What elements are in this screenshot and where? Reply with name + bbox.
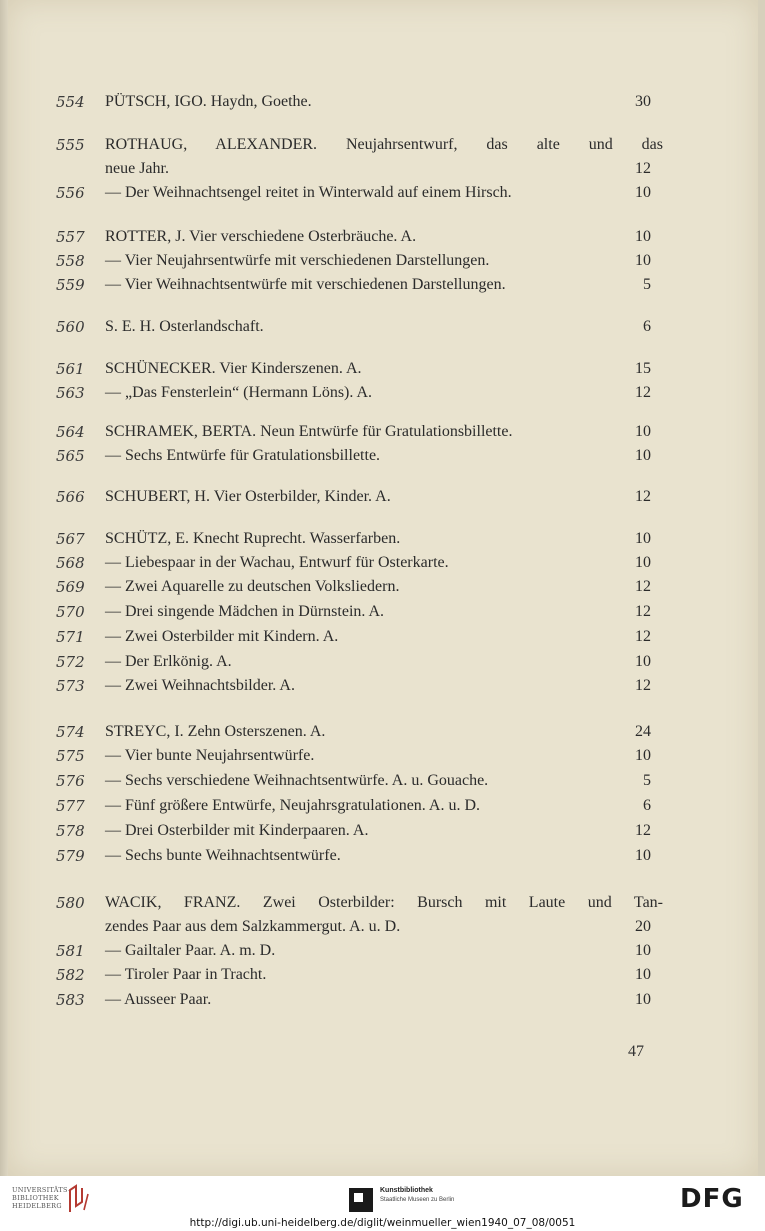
lot-number: 564	[56, 423, 85, 441]
lot-price: 24	[635, 723, 651, 740]
lot-description: — Vier bunte Neujahrsentwürfe.	[105, 747, 315, 764]
lot-description: WACIK, FRANZ. Zwei Osterbilder: Bursch mit Laute und Tan-	[105, 894, 663, 911]
lot-number: 572	[56, 653, 85, 671]
lot-number: 568	[56, 554, 85, 572]
lot-description: — Ausseer Paar.	[105, 991, 212, 1008]
lot-description: — Fünf größere Entwürfe, Neujahrsgratulationen. A. u. D.	[105, 797, 481, 814]
lot-number: 567	[56, 530, 85, 548]
catalog-entry	[0, 769, 765, 793]
catalog-entry	[0, 551, 765, 575]
catalog-entry	[0, 575, 765, 599]
lot-number: 563	[56, 384, 85, 402]
lot-price: 12	[635, 677, 651, 694]
page-number: 47	[628, 1043, 644, 1060]
lot-description: — Drei singende Mädchen in Dürnstein. A.	[105, 603, 385, 620]
lot-description: ROTTER, J. Vier verschiedene Osterbräuche. A.	[105, 228, 417, 245]
lot-price: 10	[635, 184, 651, 201]
lot-number: 573	[56, 677, 85, 695]
kunstbibliothek-logo-icon	[349, 1188, 373, 1212]
catalog-entry	[0, 988, 765, 1012]
lot-description: SCHUBERT, H. Vier Osterbilder, Kinder. A.	[105, 488, 391, 505]
catalog-entry	[0, 891, 765, 935]
lot-description: — Vier Neujahrsentwürfe mit verschiedenen Darstellungen.	[105, 252, 490, 269]
lot-description: — Zwei Weihnachtsbilder. A.	[105, 677, 295, 694]
catalog-entry	[0, 844, 765, 868]
lot-price: 12	[635, 578, 651, 595]
lot-description: — Der Weihnachtsengel reitet in Winterwald auf einem Hirsch.	[105, 184, 512, 201]
lot-price: 10	[635, 530, 651, 547]
lot-description: — Zwei Aquarelle zu deutschen Volksliedern.	[105, 578, 400, 595]
dfg-logo: DFG	[680, 1184, 744, 1214]
lot-price: 12	[635, 822, 651, 839]
lot-number: 565	[56, 447, 85, 465]
catalog-entry	[0, 485, 765, 509]
lot-price: 6	[643, 797, 651, 814]
lot-number: 578	[56, 822, 85, 840]
catalog-entry	[0, 249, 765, 273]
lot-number: 579	[56, 847, 85, 865]
lot-price: 10	[635, 991, 651, 1008]
lot-number: 554	[56, 93, 85, 111]
lot-price: 5	[643, 772, 651, 789]
lot-price: 5	[643, 276, 651, 293]
catalog-entry	[0, 963, 765, 987]
catalog-entry	[0, 939, 765, 963]
lot-price: 12	[635, 160, 651, 177]
lot-price: 10	[635, 423, 651, 440]
lot-price: 10	[635, 554, 651, 571]
catalog-entry	[0, 720, 765, 744]
lot-price: 12	[635, 384, 651, 401]
lot-number: 582	[56, 966, 85, 984]
lot-number: 559	[56, 276, 85, 294]
lot-description: — Zwei Osterbilder mit Kindern. A.	[105, 628, 339, 645]
lot-description-continued: neue Jahr.	[105, 160, 169, 177]
lot-description: — Sechs bunte Weihnachtsentwürfe.	[105, 847, 341, 864]
catalog-entry	[0, 744, 765, 768]
catalog-entry	[0, 527, 765, 551]
kunstbibliothek-title: Kunstbibliothek	[380, 1187, 433, 1194]
lot-price: 10	[635, 747, 651, 764]
lot-number: 576	[56, 772, 85, 790]
lot-description: — „Das Fensterlein“ (Hermann Löns). A.	[105, 384, 373, 401]
lot-number: 558	[56, 252, 85, 270]
lot-number: 570	[56, 603, 85, 621]
lot-number: 566	[56, 488, 85, 506]
catalog-entry	[0, 444, 765, 468]
lot-price: 10	[635, 942, 651, 959]
catalog-entry	[0, 650, 765, 674]
lot-price: 20	[635, 918, 651, 935]
university-line-2: BIBLIOTHEK	[12, 1194, 59, 1202]
lot-price: 12	[635, 628, 651, 645]
lot-description: SCHRAMEK, BERTA. Neun Entwürfe für Gratulationsbillette.	[105, 423, 513, 440]
catalog-entry	[0, 625, 765, 649]
lot-description: — Tiroler Paar in Tracht.	[105, 966, 267, 983]
lot-number: 574	[56, 723, 85, 741]
catalog-entry	[0, 794, 765, 818]
lot-description: — Drei Osterbilder mit Kinderpaaren. A.	[105, 822, 369, 839]
lot-number: 556	[56, 184, 85, 202]
catalog-entry	[0, 273, 765, 297]
catalog-entry	[0, 315, 765, 339]
source-url[interactable]: http://digi.ub.uni-heidelberg.de/diglit/weinmueller_wien1940_07_08/0051	[189, 1217, 576, 1229]
lot-price: 12	[635, 603, 651, 620]
lot-number: 577	[56, 797, 85, 815]
footer-bar	[0, 1176, 765, 1216]
lot-number: 557	[56, 228, 85, 246]
lot-description: STREYC, I. Zehn Osterszenen. A.	[105, 723, 326, 740]
lot-description: PÜTSCH, IGO. Haydn, Goethe.	[105, 93, 312, 110]
university-line-3: HEIDELBERG	[12, 1202, 62, 1210]
lot-number: 580	[56, 894, 85, 912]
lot-number: 555	[56, 136, 85, 154]
university-library-label	[12, 1186, 71, 1210]
catalog-entry	[0, 90, 765, 114]
lot-price: 10	[635, 252, 651, 269]
lot-price: 12	[635, 488, 651, 505]
lot-number: 583	[56, 991, 85, 1009]
catalog-entry	[0, 819, 765, 843]
catalog-entry	[0, 225, 765, 249]
lot-price: 15	[635, 360, 651, 377]
lot-number: 571	[56, 628, 85, 646]
lot-description: — Der Erlkönig. A.	[105, 653, 232, 670]
lot-price: 10	[635, 653, 651, 670]
university-line-1: UNIVERSITÄTS-	[12, 1186, 71, 1194]
lot-price: 6	[643, 318, 651, 335]
lot-number: 561	[56, 360, 85, 378]
lot-description: S. E. H. Osterlandschaft.	[105, 318, 264, 335]
lot-description: SCHÜNECKER. Vier Kinderszenen. A.	[105, 360, 362, 377]
catalog-entry	[0, 357, 765, 381]
catalog-entry	[0, 133, 765, 177]
lot-description: — Sechs Entwürfe für Gratulationsbillette.	[105, 447, 381, 464]
lot-description: — Liebespaar in der Wachau, Entwurf für Osterkarte.	[105, 554, 449, 571]
lot-price: 10	[635, 966, 651, 983]
lot-price: 10	[635, 228, 651, 245]
lot-description: ROTHAUG, ALEXANDER. Neujahrsentwurf, das alte und das	[105, 136, 663, 153]
lot-number: 581	[56, 942, 85, 960]
catalog-entry	[0, 420, 765, 444]
lot-description: — Vier Weihnachtsentwürfe mit verschiedenen Darstellungen.	[105, 276, 506, 293]
lot-price: 10	[635, 447, 651, 464]
lot-price: 10	[635, 847, 651, 864]
lot-price: 30	[635, 93, 651, 110]
catalog-entry	[0, 381, 765, 405]
catalog-entry	[0, 674, 765, 698]
lot-number: 560	[56, 318, 85, 336]
kunstbibliothek-subtitle: Staatliche Museen zu Berlin	[380, 1197, 455, 1203]
lot-description: — Gailtaler Paar. A. m. D.	[105, 942, 276, 959]
lot-number: 575	[56, 747, 85, 765]
lot-description: SCHÜTZ, E. Knecht Ruprecht. Wasserfarben.	[105, 530, 401, 547]
lot-number: 569	[56, 578, 85, 596]
catalog-entry	[0, 181, 765, 205]
catalog-entry	[0, 600, 765, 624]
heidelberg-logo-icon	[66, 1184, 92, 1214]
lot-description-continued: zendes Paar aus dem Salzkammergut. A. u. D.	[105, 918, 401, 935]
lot-description: — Sechs verschiedene Weihnachtsentwürfe. A. u. Gouache.	[105, 772, 489, 789]
